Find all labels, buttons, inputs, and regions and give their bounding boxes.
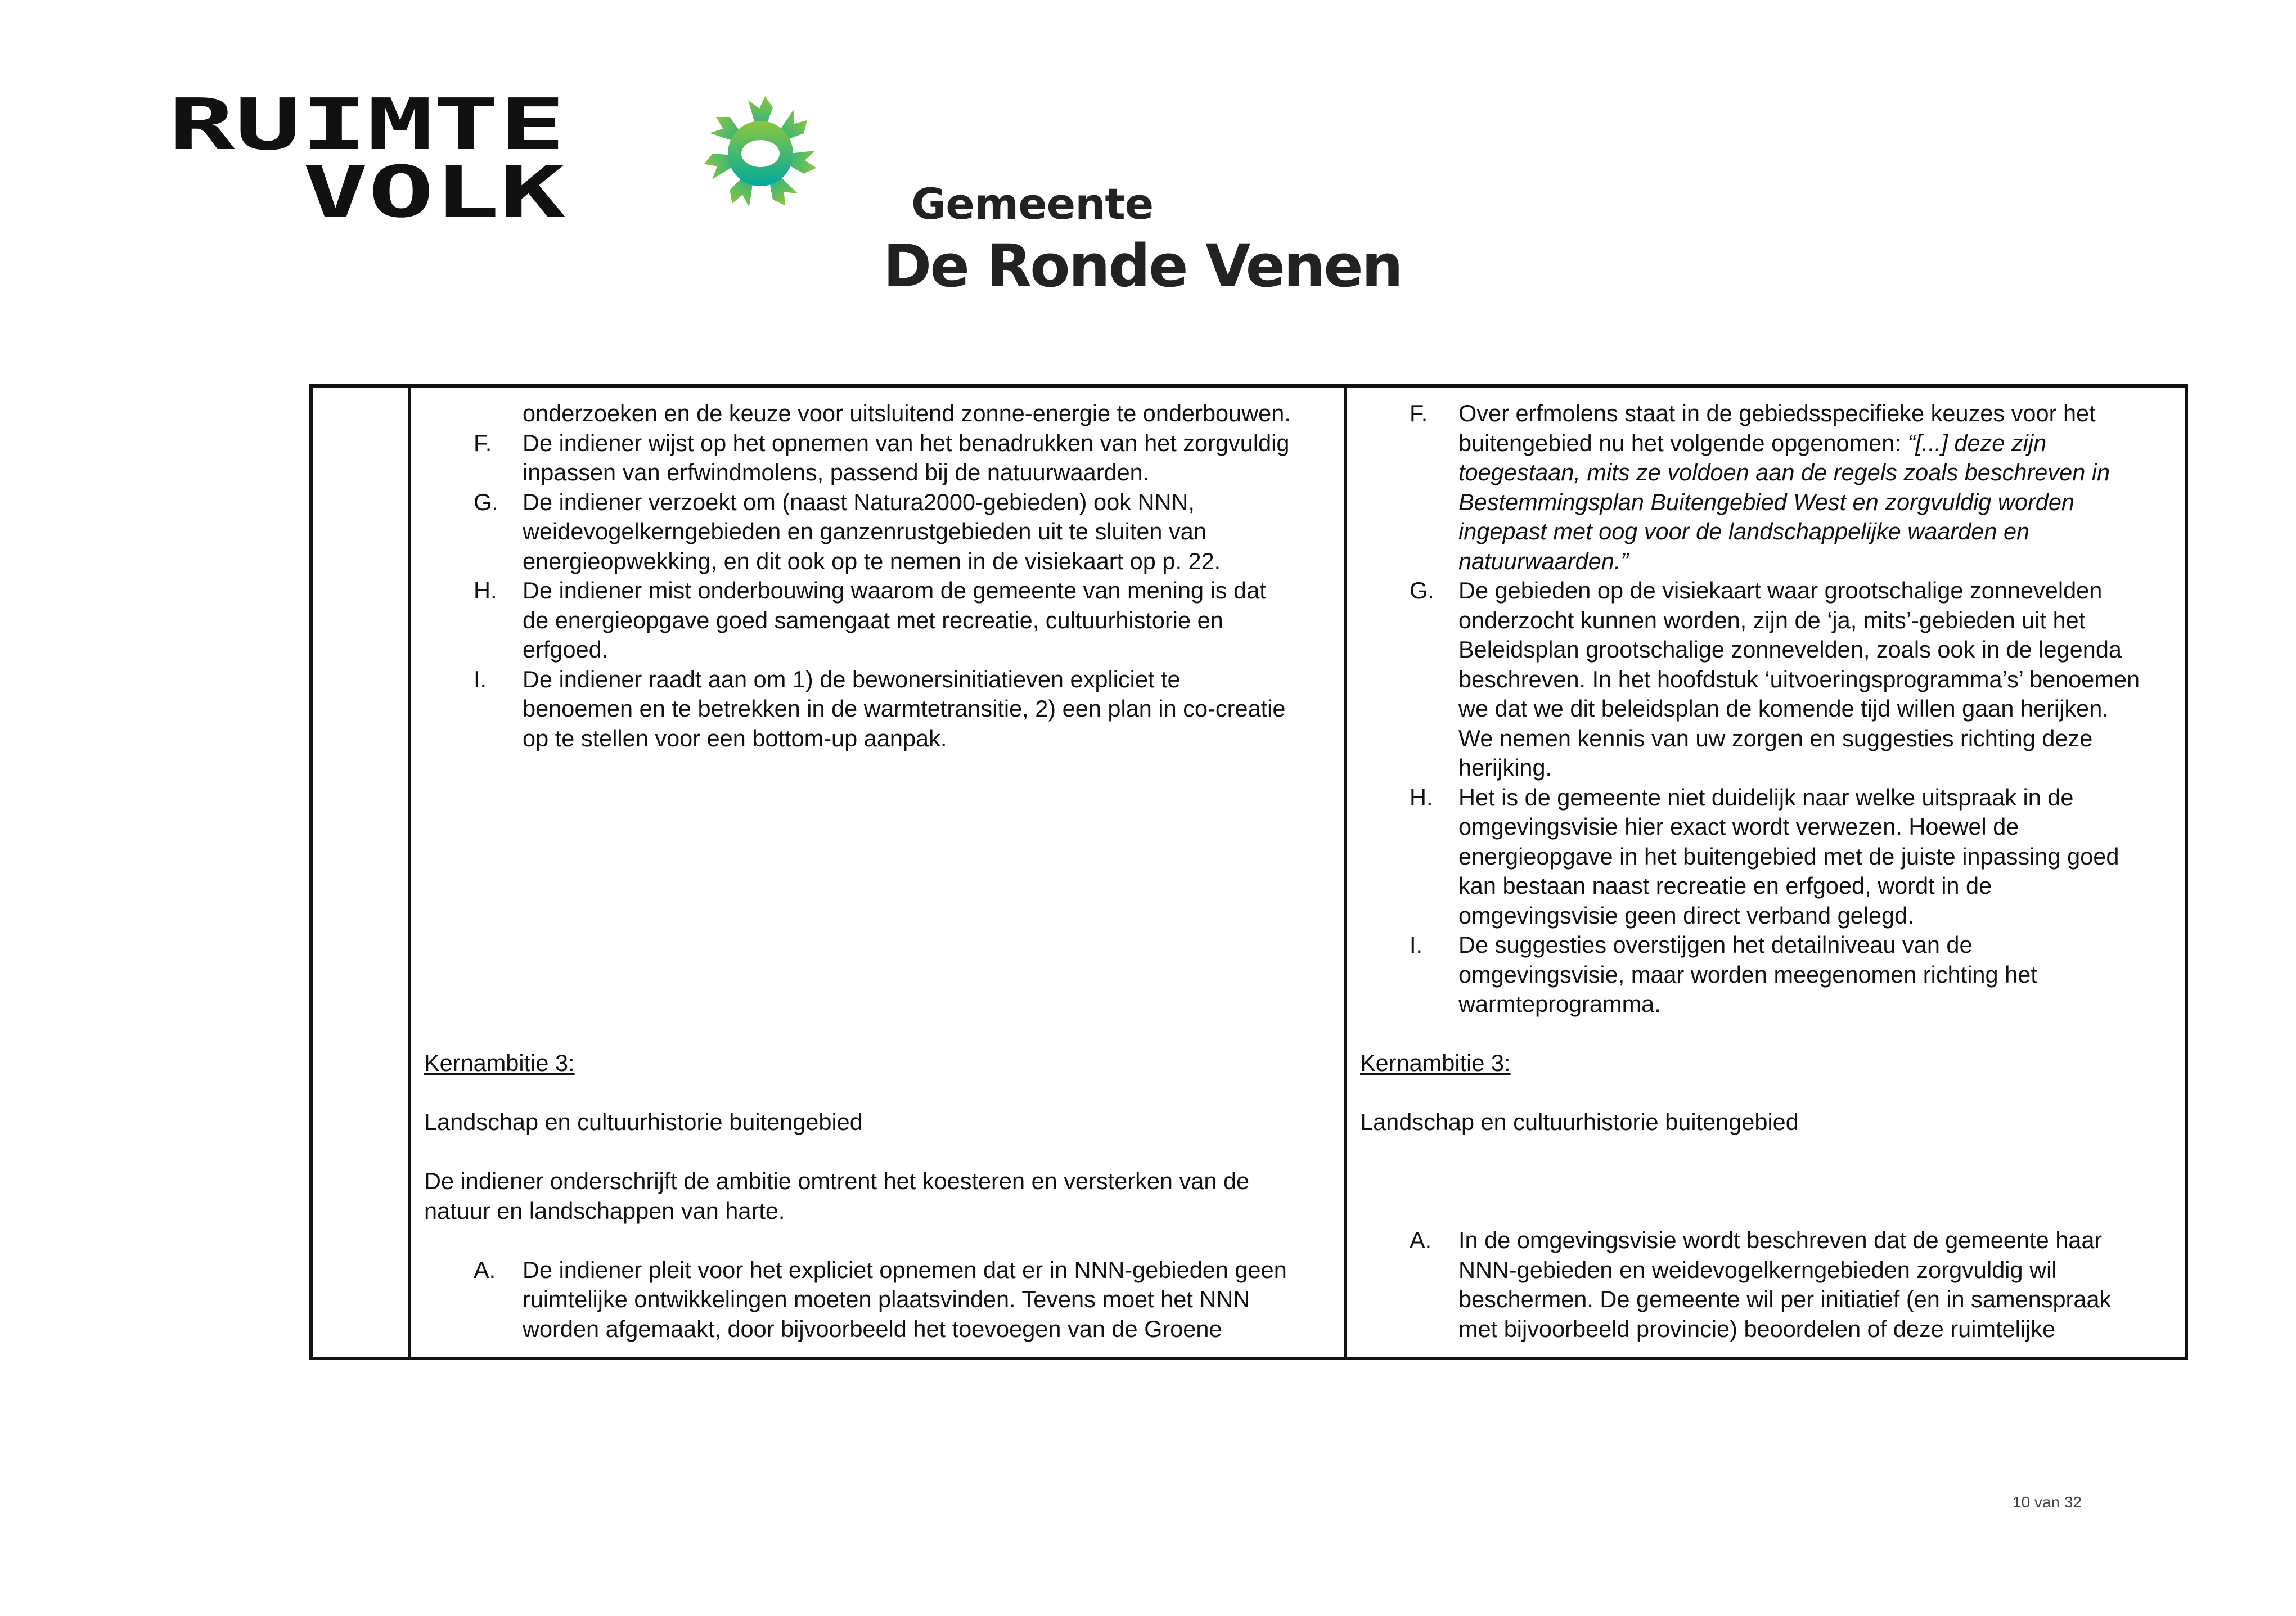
section-subheading: Landschap en cultuurhistorie buitengebied xyxy=(1360,1109,1799,1135)
list-item-line: omgevingsvisie hier exact wordt verwezen. Hoewel de xyxy=(1458,813,2019,840)
list-item-line: Beleidsplan grootschalige zonnevelden, zoals ook in de legenda xyxy=(1458,636,2122,663)
quote-line: ingepast met oog voor de landschappelijke waarden en xyxy=(1458,518,2030,544)
list-item xyxy=(1360,1226,2181,1344)
list-item-line: ruimtelijke ontwikkelingen moeten plaatsvinden. Tevens moet het NNN xyxy=(523,1286,1250,1312)
list-item-line: De indiener raadt aan om 1) de bewonersinitiatieven expliciet te xyxy=(523,665,1181,692)
list-marker: G. xyxy=(1410,577,1434,604)
list-item-line: benoemen en te betrekken in de warmtetransitie, 2) een plan in co-creatie xyxy=(523,695,1286,722)
list-item-line: De suggesties overstijgen het detailniveau van de xyxy=(1458,931,1973,958)
logo-text-de-ronde-venen: De Ronde Venen xyxy=(883,232,1402,300)
list-item-line: De indiener wijst op het opnemen van het benadrukken van het zorgvuldig xyxy=(523,429,1290,456)
list-marker: H. xyxy=(1410,784,1433,811)
list-item-line: beschermen. De gemeente wil per initiatief (en in samenspraak xyxy=(1458,1286,2112,1312)
section-heading: Kernambitie 3: xyxy=(424,1050,575,1076)
quote-line: natuurwaarden.” xyxy=(1458,547,1629,574)
list-item-line: met bijvoorbeeld provincie) beoordelen of deze ruimtelijke xyxy=(1458,1315,2056,1342)
list-marker: G. xyxy=(474,488,498,515)
list-item-line: We nemen kennis van uw zorgen en suggesties richting deze xyxy=(1458,724,2093,751)
list-marker: A. xyxy=(474,1256,496,1283)
list-item-text: buitengebied nu het volgende opgenomen: xyxy=(1458,429,1908,456)
list-item-line: Over erfmolens staat in de gebiedsspecifieke keuzes voor het xyxy=(1458,400,2096,426)
list-item-line: beschreven. In het hoofdstuk ‘uitvoeringsprogramma’s’ benoemen xyxy=(1458,665,2140,692)
list-item-line: NNN-gebieden en weidevogelkerngebieden zorgvuldig wil xyxy=(1458,1256,2057,1283)
quote-text: “[...] deze zijn xyxy=(1907,429,2047,456)
response-table xyxy=(309,384,2188,1360)
response-column xyxy=(1360,399,2181,1344)
list-item xyxy=(424,488,1341,577)
list-item xyxy=(1360,399,2181,576)
column-divider-1 xyxy=(408,388,411,1357)
submission-column xyxy=(424,399,1341,1344)
list-item-line: onderzocht kunnen worden, zijn de ‘ja, mits’-gebieden uit het xyxy=(1458,606,2086,633)
list-item-line: De indiener pleit voor het expliciet opnemen dat er in NNN-gebieden geen xyxy=(523,1256,1287,1283)
list-marker: A. xyxy=(1410,1227,1432,1253)
list-item-line xyxy=(1458,429,2181,458)
list-item-line: inpassen van erfwindmolens, passend bij de natuurwaarden. xyxy=(523,459,1150,485)
logo-text-ruimte: RUIMTE xyxy=(169,96,565,166)
list-item-line: De indiener mist onderbouwing waarom de gemeente van mening is dat xyxy=(523,577,1266,604)
list-item xyxy=(424,1255,1341,1344)
list-item-line: weidevogelkerngebieden en ganzenrustgebieden uit te sluiten van xyxy=(523,518,1206,544)
logo-text-volk: VOLK xyxy=(303,151,566,225)
list-item-line: Het is de gemeente niet duidelijk naar welke uitspraak in de xyxy=(1458,784,2074,811)
list-item-line: kan bestaan naast recreatie en erfgoed, wordt in de xyxy=(1458,872,1992,899)
list-item-line: energieopgave in het buitengebied met de juiste inpassing goed xyxy=(1458,843,2119,870)
column-divider-2 xyxy=(1344,388,1347,1357)
list-item xyxy=(1360,930,2181,1019)
list-item xyxy=(424,429,1341,488)
quote-line: Bestemmingsplan Buitengebied West en zorgvuldig worden xyxy=(1458,488,2075,515)
list-item-line: De indiener verzoekt om (naast Natura2000-gebieden) ook NNN, xyxy=(523,488,1195,515)
list-item xyxy=(1360,576,2181,783)
gemeente-logo xyxy=(652,94,1402,303)
list-item-line: omgevingsvisie, maar worden meegenomen richting het xyxy=(1458,961,2037,988)
list-item-line: herijking. xyxy=(1458,754,1552,781)
intro-line: De indiener onderschrijft de ambitie omtrent het koesteren en versterken van de xyxy=(424,1168,1250,1194)
list-item-line: erfgoed. xyxy=(523,636,609,663)
ruimtevolk-logo-mark xyxy=(169,96,574,225)
list-marker: F. xyxy=(1410,400,1428,426)
star-leaf-emblem-icon xyxy=(652,94,900,263)
list-item-line: omgevingsvisie geen direct verband gelegd. xyxy=(1458,902,1914,929)
list-item xyxy=(1360,783,2181,931)
list-marker: I. xyxy=(1410,931,1423,958)
section-subheading: Landschap en cultuurhistorie buitengebied xyxy=(424,1109,863,1135)
list-item-line: warmteprogramma. xyxy=(1458,991,1661,1017)
list-item-line: we dat we dit beleidsplan de komende tijd willen gaan herijken. xyxy=(1458,695,2109,722)
continuation-line: onderzoeken en de keuze voor uitsluitend zonne-energie te onderbouwen. xyxy=(523,400,1291,426)
list-item xyxy=(424,665,1341,754)
list-item-line: de energieopgave goed samengaat met recreatie, cultuurhistorie en xyxy=(523,606,1223,633)
section-heading: Kernambitie 3: xyxy=(1360,1050,1511,1076)
list-item-line: worden afgemaakt, door bijvoorbeeld het toevoegen van de Groene xyxy=(523,1315,1222,1342)
list-item-line: In de omgevingsvisie wordt beschreven dat de gemeente haar xyxy=(1458,1227,2103,1253)
list-item-line: energieopwekking, en dit ook op te nemen in de visiekaart op p. 22. xyxy=(523,547,1221,574)
list-marker: I. xyxy=(474,665,487,692)
ruimtevolk-logo xyxy=(169,96,574,225)
intro-line: natuur en landschappen van harte. xyxy=(424,1197,785,1224)
logo-text-gemeente: Gemeente xyxy=(911,179,1154,229)
page-number: 10 van 32 xyxy=(2013,1493,2082,1511)
list-marker: H. xyxy=(474,577,497,604)
list-item-line: De gebieden op de visiekaart waar grootschalige zonnevelden xyxy=(1458,577,2103,604)
quote-line: toegestaan, mits ze voldoen aan de regels zoals beschreven in xyxy=(1458,459,2110,485)
list-item xyxy=(424,576,1341,665)
list-marker: F. xyxy=(474,429,492,456)
list-item-line: op te stellen voor een bottom-up aanpak. xyxy=(523,724,947,751)
